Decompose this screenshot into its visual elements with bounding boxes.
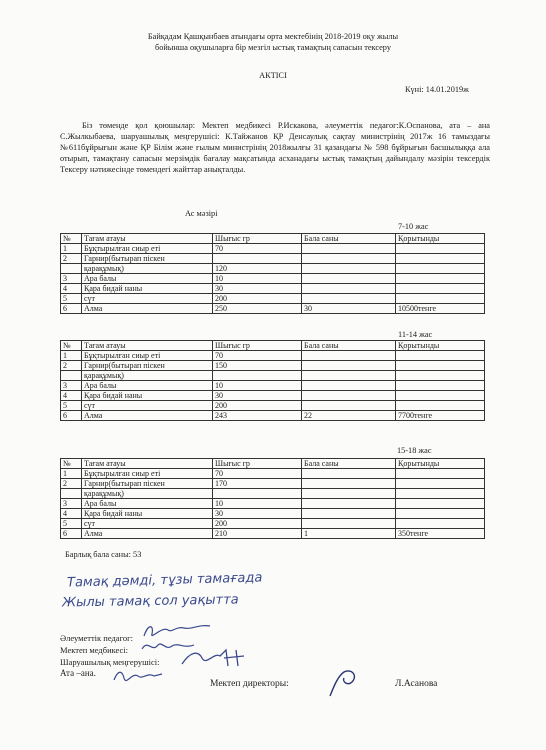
column-header: Шығыс гр [213,459,302,469]
table-cell [302,264,396,274]
table-cell [302,499,396,509]
table-row [61,274,485,284]
table-header-row [61,459,485,469]
table-cell: 6 [61,529,82,539]
table-cell [396,391,485,401]
table-cell: 2 [61,254,82,264]
column-header: № [61,234,82,244]
table-cell: 6 [61,411,82,421]
table-row [61,361,485,371]
table-cell [213,489,302,499]
table-header-row [61,234,485,244]
column-header: № [61,459,82,469]
table-cell: сүт [82,519,213,529]
director-label: Мектеп директоры: [210,679,289,689]
table-cell: 4 [61,284,82,294]
table-cell [302,469,396,479]
table-cell: Бұқтырылған сиыр еті [82,351,213,361]
table-cell: 10500тенге [396,304,485,314]
table-row [61,264,485,274]
table-cell: 243 [213,411,302,421]
table-cell: 1 [61,351,82,361]
table-cell [302,361,396,371]
table-cell: Қара бидай наны [82,391,213,401]
table-cell [396,351,485,361]
table-cell [302,284,396,294]
document-date: Күні: 14.01.2019ж [405,85,469,94]
menu-label: Ас мәзірі [185,209,218,218]
table-cell: қарақұмық) [82,371,213,381]
table-cell: қарақұмық) [82,264,213,274]
table-cell [302,489,396,499]
table-cell: сүт [82,294,213,304]
table-cell [396,264,485,274]
menu-table-15-18 [60,458,485,539]
table-cell: 2 [61,479,82,489]
table-row [61,371,485,381]
handwritten-note-line-2: Жылы тамақ сол уақытта [61,592,239,611]
table-cell: Ара балы [82,499,213,509]
table-cell [396,479,485,489]
table-cell [396,509,485,519]
table-cell: 3 [61,274,82,284]
table-cell: 5 [61,294,82,304]
table-row [61,381,485,391]
table-header-row [61,341,485,351]
column-header: Бала саны [302,341,396,351]
table-cell: 4 [61,391,82,401]
table-cell [396,469,485,479]
table-cell: 3 [61,499,82,509]
table-cell: Қара бидай наны [82,284,213,294]
table-cell: Алма [82,411,213,421]
table-cell [302,274,396,284]
column-header: Тағам атауы [82,459,213,469]
table-cell [396,499,485,509]
table-row [61,499,485,509]
table-cell: 250 [213,304,302,314]
parent-signature [110,664,170,688]
table-cell: 10 [213,274,302,284]
table-cell: Гарнир(бытырап піскен [82,361,213,371]
table-row [61,284,485,294]
table-cell: 30 [213,509,302,519]
table-row [61,244,485,254]
table-cell: 5 [61,401,82,411]
menu-table-11-14 [60,340,485,421]
table-cell: қарақұмық) [82,489,213,499]
table-cell [302,509,396,519]
table-row [61,519,485,529]
column-header: Бала саны [302,234,396,244]
social-pedagog-label: Әлеуметтік педагог: [60,633,133,643]
table-cell: 150 [213,361,302,371]
table-cell: 2 [61,361,82,371]
table-cell [302,391,396,401]
table-cell: 3 [61,381,82,391]
table-cell [302,371,396,381]
table-cell: Ара балы [82,274,213,284]
table-row [61,529,485,539]
column-header: Шығыс гр [213,234,302,244]
table-cell: 1 [61,244,82,254]
table-cell [396,244,485,254]
table-cell [302,519,396,529]
table-row [61,411,485,421]
table-cell: Гарнир(бытырап піскен [82,254,213,264]
table-cell [61,264,82,274]
table-row [61,294,485,304]
table-cell: 70 [213,244,302,254]
table-cell [302,244,396,254]
age-group-label: 15-18 жас [397,446,432,455]
table-cell: 30 [213,391,302,401]
table-row [61,304,485,314]
table-cell: 1 [302,529,396,539]
table-cell [396,489,485,499]
manager-label: Шаруашылық меңгерушісі: [60,657,160,667]
table-cell: 1 [61,469,82,479]
age-group-label: 7-10 жас [398,222,429,231]
table-cell: 30 [302,304,396,314]
manager-signature [178,646,254,672]
table-cell [396,294,485,304]
table-cell [302,254,396,264]
table-cell [396,254,485,264]
parent-label: Ата –ана. [60,668,96,678]
table-cell: Қара бидай наны [82,509,213,519]
table-cell [396,274,485,284]
table-cell: Алма [82,529,213,539]
column-header: Қорытынды [396,459,485,469]
table-cell: 5 [61,519,82,529]
column-header: Шығыс гр [213,341,302,351]
table-cell: Бұқтырылған сиыр еті [82,244,213,254]
table-cell [302,381,396,391]
table-row [61,469,485,479]
table-cell: 200 [213,401,302,411]
table-cell: 70 [213,469,302,479]
header-line-2: бойынша оқушыларға бір мезгіл ыстық тамақтың сапасын тексеру [154,43,391,52]
table-cell: 170 [213,479,302,489]
director-name: Л.Асанова [395,679,438,689]
total-children: Барлық бала саны: 53 [65,550,142,559]
column-header: Қорытынды [396,341,485,351]
table-cell: 30 [213,284,302,294]
table-cell [396,401,485,411]
column-header: № [61,341,82,351]
table-cell [396,284,485,294]
table-cell: 200 [213,519,302,529]
table-cell [302,479,396,489]
table-row [61,254,485,264]
header-line-1: Байқадам Қашқынбаев атындағы орта мектебінің 2018-2019 оқу жылы [147,32,399,41]
table-cell: Гарнир(бытырап піскен [82,479,213,489]
column-header: Қорытынды [396,234,485,244]
table-cell [213,371,302,381]
menu-table-7-10 [60,233,485,314]
table-row [61,479,485,489]
table-cell: 70 [213,351,302,361]
table-row [61,391,485,401]
table-cell [302,294,396,304]
table-cell: 350тенге [396,529,485,539]
table-cell: сүт [82,401,213,411]
table-cell [396,371,485,381]
table-cell [396,519,485,529]
table-cell: 200 [213,294,302,304]
table-cell [396,381,485,391]
table-cell: 120 [213,264,302,274]
table-row [61,509,485,519]
table-cell: Алма [82,304,213,314]
table-cell: 7700тенге [396,411,485,421]
table-cell: 10 [213,499,302,509]
table-cell: 4 [61,509,82,519]
table-cell [302,401,396,411]
table-cell: Ара балы [82,381,213,391]
table-cell: 10 [213,381,302,391]
table-row [61,351,485,361]
table-cell [302,351,396,361]
column-header: Тағам атауы [82,341,213,351]
table-cell: 22 [302,411,396,421]
table-row [61,401,485,411]
intro-paragraph: Біз төменде қол қоюшылар: Мектеп медбикесі Р.Искакова, әлеуметтік педагог:К.Оспанова, ата – ана С.Жылкыбаева, шаруашылық меңгерушісі: К.Тайжанов ҚР Денсаулық сақтау министрінің 2017ж 16 тамыздағы №611бұйрығын және ҚР Білім және ғылым министрінің 2018жылғы 31 қазандағы № 598 бұйрығын басшылыққа ала отырып, тамақтану сапасын мерзімдік бағалау мақсатында асханадағы ыстық тамақтың дайындалу мәзірін тексердік Тексеру нәтижесінде төмендегі жайттар анықталды. [60,121,490,174]
column-header: Бала саны [302,459,396,469]
table-cell [213,254,302,264]
table-cell: 6 [61,304,82,314]
table-row [61,489,485,499]
table-cell: Бұқтырылған сиыр еті [82,469,213,479]
document-title: АКТІСІ [259,71,287,80]
table-cell [61,371,82,381]
table-cell [61,489,82,499]
age-group-label: 11-14 жас [398,330,433,339]
column-header: Тағам атауы [82,234,213,244]
nurse-label: Мектеп медбикесі: [60,645,129,655]
director-signature [324,666,364,700]
table-cell [396,361,485,371]
handwritten-note-line-1: Тамақ дәмді, тұзы тамағада [66,570,263,591]
table-cell: 210 [213,529,302,539]
